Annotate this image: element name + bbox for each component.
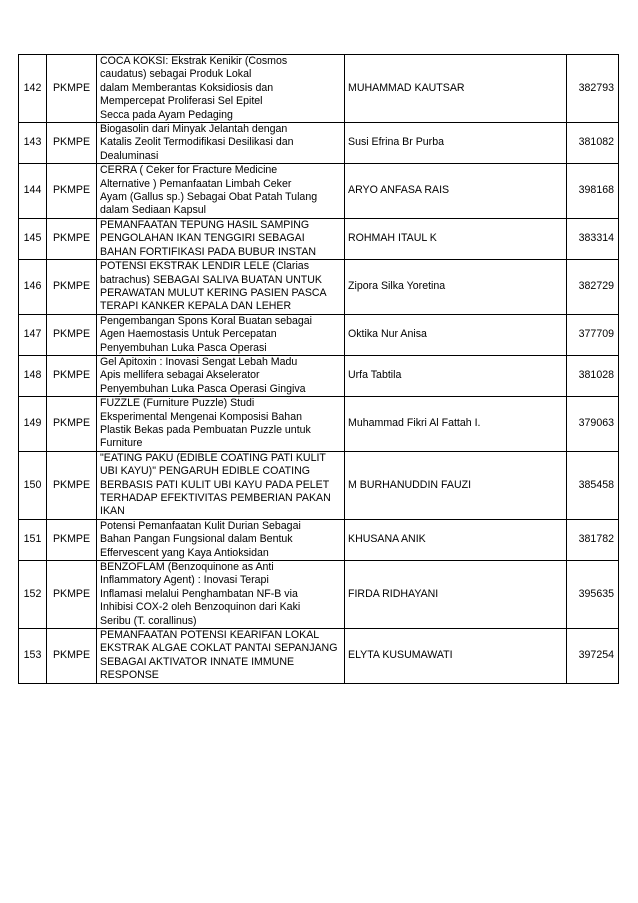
proposal-title-line: Penyembuhan Luka Pasca Operasi (100, 341, 267, 354)
proposal-title-line: Effervescent yang Kaya Antioksidan (100, 546, 269, 559)
score-value: 385458 (567, 451, 619, 519)
proposal-title-line: TERAPI KANKER KEPALA DAN LEHER (100, 300, 292, 313)
proposal-title (97, 397, 345, 452)
row-number: 145 (19, 218, 47, 259)
proposal-title-line: Eksperimental Mengenai Komposisi Bahan (100, 410, 302, 423)
row-number: 151 (19, 519, 47, 560)
proposal-title-line: Penyembuhan Luka Pasca Operasi Gingiva (100, 382, 306, 395)
proposal-title-line: Pengembangan Spons Koral Buatan sebagai (100, 314, 313, 327)
row-number: 146 (19, 260, 47, 315)
table-body (19, 55, 619, 684)
score-value: 382793 (567, 55, 619, 123)
author-name: Zipora Silka Yoretina (345, 260, 567, 315)
proposal-title-line: BENZOFLAM (Benzoquinone as Anti (100, 561, 274, 574)
proposal-title-line: PEMANFAATAN TEPUNG HASIL SAMPING (100, 218, 310, 231)
table-row (19, 451, 619, 519)
proposal-title (97, 123, 345, 164)
proposal-title-line: Agen Haemostasis Untuk Percepatan (100, 328, 277, 341)
score-value: 381082 (567, 123, 619, 164)
row-number: 150 (19, 451, 47, 519)
score-value: 381028 (567, 355, 619, 396)
score-value: 382729 (567, 260, 619, 315)
author-name: ARYO ANFASA RAIS (345, 164, 567, 219)
score-value: 398168 (567, 164, 619, 219)
proposal-title-line: UBI KAYU)" PENGARUH EDIBLE COATING (100, 465, 310, 478)
author-name: Urfa Tabtila (345, 355, 567, 396)
proposal-type: PKMPE (47, 561, 97, 629)
proposal-type: PKMPE (47, 218, 97, 259)
table-row (19, 218, 619, 259)
table-row (19, 164, 619, 219)
row-number: 147 (19, 314, 47, 355)
proposal-title-line: dalam Memberantas Koksidiosis dan (100, 81, 274, 94)
proposal-title-line: Dealuminasi (100, 149, 159, 162)
row-number: 148 (19, 355, 47, 396)
proposal-title (97, 561, 345, 629)
proposal-type: PKMPE (47, 629, 97, 684)
proposal-title-line: Apis mellifera sebagai Akselerator (100, 369, 260, 382)
proposal-type: PKMPE (47, 451, 97, 519)
row-number: 142 (19, 55, 47, 123)
proposal-title-line: batrachus) SEBAGAI SALIVA BUATAN UNTUK (100, 273, 322, 286)
proposal-title-line: RESPONSE (100, 669, 159, 682)
proposal-title-line: dalam Sediaan Kapsul (100, 204, 207, 217)
proposal-title-line: Alternative ) Pemanfaatan Limbah Ceker (100, 177, 292, 190)
table-row (19, 123, 619, 164)
proposal-title-line: IKAN (100, 505, 125, 518)
score-value: 397254 (567, 629, 619, 684)
score-value: 377709 (567, 314, 619, 355)
score-value: 383314 (567, 218, 619, 259)
author-name: FIRDA RIDHAYANI (345, 561, 567, 629)
proposal-title-line: POTENSI EKSTRAK LENDIR LELE (Clarias (100, 260, 309, 273)
proposal-title-line: BERBASIS PATI KULIT UBI KAYU PADA PELET (100, 478, 330, 491)
row-number: 152 (19, 561, 47, 629)
proposal-title-line: Gel Apitoxin : Inovasi Sengat Lebah Madu (100, 355, 298, 368)
table-row (19, 561, 619, 629)
row-number: 149 (19, 397, 47, 452)
proposal-title-line: CERRA ( Ceker for Fracture Medicine (100, 164, 278, 177)
proposal-title-line: Mempercepat Proliferasi Sel Epitel (100, 95, 263, 108)
proposal-title-line: PENGOLAHAN IKAN TENGGIRI SEBAGAI (100, 232, 305, 245)
proposal-title-line: TERHADAP EFEKTIVITAS PEMBERIAN PAKAN (100, 492, 331, 504)
author-name: M BURHANUDDIN FAUZI (345, 451, 567, 519)
proposal-title-line: SEBAGAI AKTIVATOR INNATE IMMUNE (100, 655, 295, 668)
row-number: 153 (19, 629, 47, 684)
proposal-type: PKMPE (47, 314, 97, 355)
author-name: Susi Efrina Br Purba (345, 123, 567, 164)
proposal-title-line: COCA KOKSI: Ekstrak Kenikir (Cosmos (100, 55, 288, 67)
table-row (19, 397, 619, 452)
proposal-title-line: Furniture (100, 437, 143, 450)
proposal-type: PKMPE (47, 164, 97, 219)
score-value: 379063 (567, 397, 619, 452)
proposal-title (97, 164, 345, 219)
proposal-type: PKMPE (47, 397, 97, 452)
score-value: 381782 (567, 519, 619, 560)
proposal-title-line: Bahan Pangan Fungsional dalam Bentuk (100, 533, 293, 546)
row-number: 143 (19, 123, 47, 164)
row-number: 144 (19, 164, 47, 219)
proposal-title-line: Plastik Bekas pada Pembuatan Puzzle untuk (100, 423, 311, 436)
proposal-title (97, 629, 345, 684)
proposal-title (97, 451, 345, 519)
proposal-type: PKMPE (47, 355, 97, 396)
author-name: MUHAMMAD KAUTSAR (345, 55, 567, 123)
proposal-title-line: Katalis Zeolit Termodifikasi Desilikasi dan (100, 136, 294, 149)
table-row (19, 629, 619, 684)
proposal-title-line: Potensi Pemanfaatan Kulit Durian Sebagai (100, 519, 301, 532)
proposal-title-line: caudatus) sebagai Produk Lokal (100, 68, 252, 81)
proposal-type: PKMPE (47, 519, 97, 560)
proposal-title (97, 355, 345, 396)
score-value: 395635 (567, 561, 619, 629)
table-row (19, 55, 619, 123)
proposal-title-line: Biogasolin dari Minyak Jelantah dengan (100, 123, 288, 136)
proposal-type: PKMPE (47, 55, 97, 123)
proposal-type: PKMPE (47, 260, 97, 315)
author-name: Oktika Nur Anisa (345, 314, 567, 355)
proposal-type: PKMPE (47, 123, 97, 164)
table-row (19, 519, 619, 560)
proposal-title-line: Seribu (T. corallinus) (100, 614, 197, 627)
author-name: KHUSANA ANIK (345, 519, 567, 560)
proposal-title-line: EKSTRAK ALGAE COKLAT PANTAI SEPANJANG (100, 642, 338, 655)
proposal-title-line: PERAWATAN MULUT KERING PASIEN PASCA (100, 286, 327, 299)
proposal-title (97, 55, 345, 123)
author-name: Muhammad Fikri Al Fattah I. (345, 397, 567, 452)
proposal-title (97, 218, 345, 259)
proposal-title-line: Inflammatory Agent) : Inovasi Terapi (100, 574, 269, 587)
table-row (19, 355, 619, 396)
proposal-title-line: Ayam (Gallus sp.) Sebagai Obat Patah Tulang (100, 191, 318, 204)
proposal-title-line: Inflamasi melalui Penghambatan NF-B via (100, 587, 298, 600)
proposal-title-line: "EATING PAKU (EDIBLE COATING PATI KULIT (100, 451, 326, 464)
proposal-title-line: FUZZLE (Furniture Puzzle) Studi (100, 397, 255, 410)
author-name: ELYTA KUSUMAWATI (345, 629, 567, 684)
proposal-table (18, 54, 619, 684)
proposal-title-line: PEMANFAATAN POTENSI KEARIFAN LOKAL (100, 629, 320, 642)
proposal-title-line: Inhibisi COX-2 oleh Benzoquinon dari Kaki (100, 601, 301, 614)
proposal-title (97, 314, 345, 355)
table-row (19, 260, 619, 315)
proposal-title (97, 519, 345, 560)
proposal-title-line: BAHAN FORTIFIKASI PADA BUBUR INSTAN (100, 245, 317, 258)
author-name: ROHMAH ITAUL K (345, 218, 567, 259)
proposal-title (97, 260, 345, 315)
proposal-title-line: Secca pada Ayam Pedaging (100, 108, 233, 121)
table-row (19, 314, 619, 355)
